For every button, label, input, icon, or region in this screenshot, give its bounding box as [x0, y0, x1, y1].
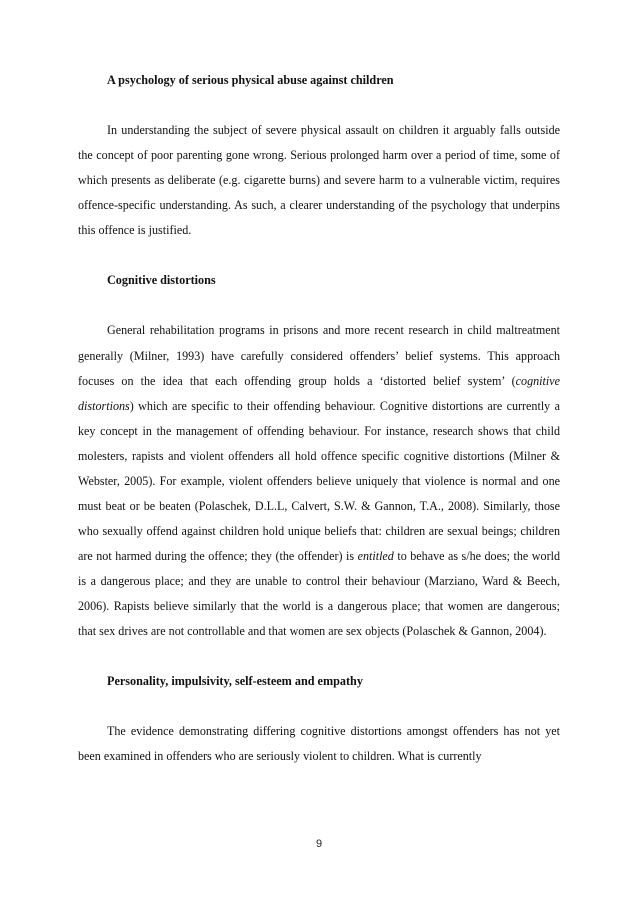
text-run: ) which are specific to their offending behaviour. Cognitive distortions are currently a key concept in the management of offending behaviour. For instance, research shows that child molesters, rapists and violent offenders all hold offence specific cognitive distortions (Milner & Webster, 2005). For example, violent offenders believe uniquely that violence is normal and one must beat or be beaten (Polaschek, D.L.L, Calvert, S.W. & Gannon, T.A., 2008). Similarly, those who sexually offend against children hold unique beliefs that: children are sexual beings; children are not harmed during the offence; they (the offender) is	[78, 398, 560, 563]
spacer	[78, 293, 560, 318]
text-run: General rehabilitation programs in prisons and more recent research in child maltreatment generally (Milner, 1993) have carefully considered offenders’ belief systems. This approach focuses on the idea that each offending group holds a ‘distorted belief system’ (	[78, 323, 560, 388]
paragraph-psychology: In understanding the subject of severe physical assault on children it arguably falls outside the concept of poor parenting gone wrong. Serious prolonged harm over a period of time, some of which presents as deliberate (e.g. cigarette burns) and severe harm to a vulnerable victim, requires offence-specific understanding. As such, a clearer understanding of the psychology that underpins this offence is justified.	[78, 123, 560, 238]
emphasis-cognitive-distortions: cognitive distortions	[78, 373, 560, 413]
page-number: 9	[315, 838, 323, 850]
section-heading-cognitive-distortions: Cognitive distortions	[107, 273, 216, 288]
emphasis-entitled: entitled	[357, 548, 394, 563]
paragraph-personality: The evidence demonstrating differing cognitive distortions amongst offenders has not yet been examined in offenders who are seriously violent to children. What is currently	[78, 724, 560, 764]
spacer	[78, 644, 560, 669]
page-content	[78, 68, 560, 769]
paragraph-cognitive-distortions	[78, 318, 560, 644]
spacer	[78, 243, 560, 268]
spacer	[78, 694, 560, 719]
section-heading-personality: Personality, impulsivity, self-esteem and empathy	[107, 674, 363, 689]
text-run: to behave as s/he does; the world is a dangerous place; and they are unable to control their behaviour (Marziano, Ward & Beech, 2006). Rapists believe similarly that the world is a dangerous place; that women are dangerous; that sex drives are not controllable and that women are sex objects (Polaschek & Gannon, 2004).	[78, 548, 561, 639]
spacer	[78, 93, 560, 118]
section-heading-psychology: A psychology of serious physical abuse against children	[107, 73, 394, 87]
